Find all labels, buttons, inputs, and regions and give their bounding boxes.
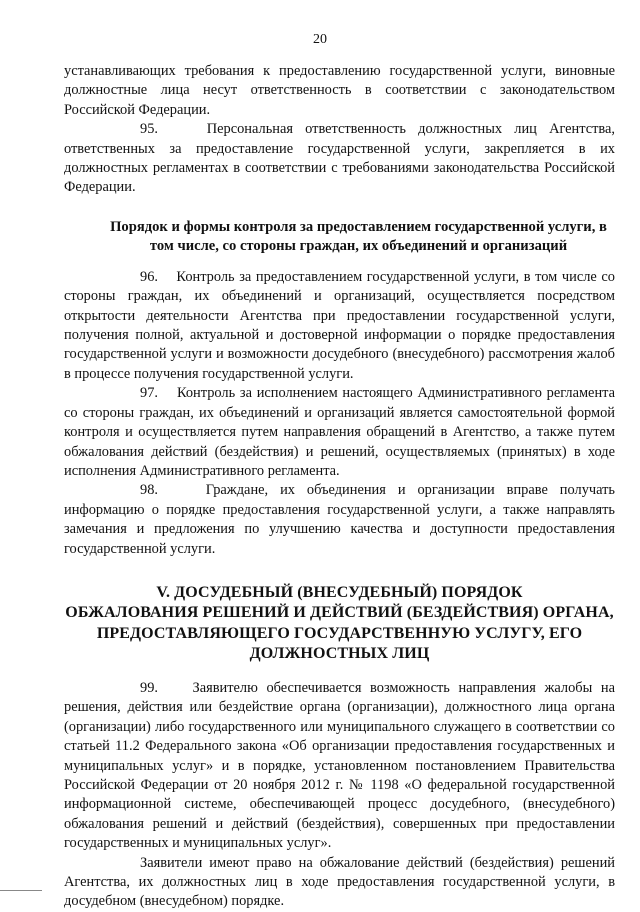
paragraph-97: 97. Контроль за исполнением настоящего Административного регламента со стороны граждан, их объединений и организаций является самостоятельной формой контроля и осуществляется путем направления обращений в Агентство, а также путем обжалования действий (бездействия) и решений, осуществляемых (принятых) в ходе исполнения Административного регламента.	[64, 385, 615, 479]
section-heading-control: Порядок и формы контроля за предоставлением государственной услуги, в том числе, со стороны граждан, их объединений и организаций	[110, 218, 607, 254]
paragraph-applicants-rights: Заявители имеют право на обжалование действий (бездействия) решений Агентства, их должностных лиц в ходе предоставления государственной услуги, в досудебном (внесудебном) порядке.	[64, 854, 615, 910]
document-body	[64, 62, 615, 912]
paragraph-95: 95. Персональная ответственность должностных лиц Агентства, ответственных за предоставление государственной услуги, закрепляется в их должностных регламентах в соответствии с требованиями законодательства Российской Федерации.	[64, 121, 615, 196]
chapter-heading-line-4: ДОЛЖНОСТНЫХ ЛИЦ	[249, 645, 430, 663]
paragraph-98: 98. Граждане, их объединения и организации вправе получать информацию о порядке предоставления государственной услуги, а также направлять замечания и предложения по улучшению качества и доступности предоставления государственной услуги.	[64, 482, 615, 557]
chapter-heading-line-2: ОБЖАЛОВАНИЯ РЕШЕНИЙ И ДЕЙСТВИЙ (БЕЗДЕЙСТВИЯ) ОРГАНА,	[65, 604, 614, 622]
page-number: 20	[313, 32, 327, 47]
chapter-heading	[64, 583, 615, 665]
chapter-heading-line-1: V. ДОСУДЕБНЫЙ (ВНЕСУДЕБНЫЙ) ПОРЯДОК	[156, 583, 523, 601]
paragraph-99: 99. Заявителю обеспечивается возможность направления жалобы на решения, действия или бездействие органа (организации), должностного лица органа (организации) либо государственного или муниципального служащего в соответствии со статьей 11.2 Федерального закона «Об организации предоставления государственных и муниципальных услуг» и в порядке, установленном постановлением Правительства Российской Федерации от 20 ноября 2012 г. № 1198 «О федеральной государственной информационной системе, обеспечивающей процесс досудебного, (внесудебного) обжалования решений и действий (бездействия), совершенных при предоставлении государственных и муниципальных услуг».	[64, 679, 615, 852]
paragraph-96: 96. Контроль за предоставлением государственной услуги, в том числе со стороны граждан, их объединений и организаций, осуществляется посредством открытости деятельности Агентства при предоставлении государственной услуги, получения полной, актуальной и достоверной информации о порядке предоставления государственной услуги и возможности досудебного (внесудебного) рассмотрения жалоб в процессе получения государственной услуги.	[64, 268, 615, 382]
footer-divider	[0, 890, 42, 891]
chapter-heading-line-3: ПРЕДОСТАВЛЯЮЩЕГО ГОСУДАРСТВЕННУЮ УСЛУГУ, ЕГО	[96, 624, 583, 642]
paragraph-continuation: устанавливающих требования к предоставлению государственной услуги, виновные должностные лица несут ответственность в соответствии с законодательством Российской Федерации.	[64, 63, 615, 118]
